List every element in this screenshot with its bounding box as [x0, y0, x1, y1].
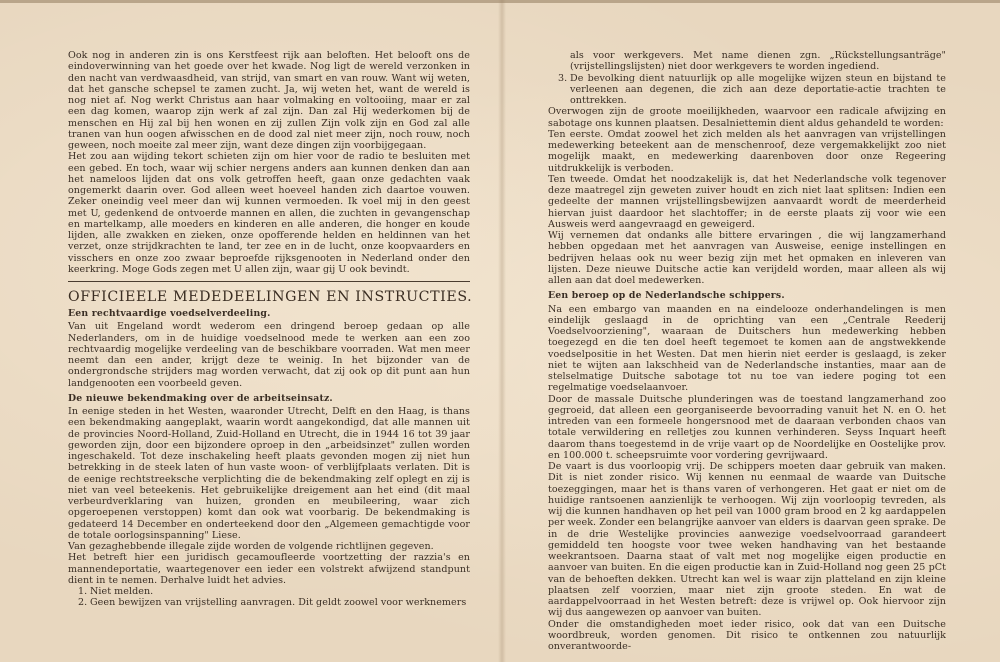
- body-paragraph: Door de massale Duitsche plunderingen was de toestand langzamerhand zoo gegroeid, dat alleen een georganiseerde bevoorrading vanuit het N. en O. het intreden van een formeele hongersnood met de daaraan verbonden chaos van totale verwildering en relletjes zou kunnen verhinderen. Seyss Inquart heeft daarom thans toegestemd in de vrije vaart op de Noordelijke en Oostelijke prov. en 100.000 t. scheepsruimte voor vordering gevrijwaard.: [548, 393, 946, 461]
- list-continuation: als voor werkgevers. Met name dienen zgn. „Rückstellungsanträge" (vrijstellingslijsten) niet door werkgevers te worden ingediend.: [570, 50, 946, 73]
- body-paragraph: Onder die omstandigheden moet ieder risico, ook dat van een Duitsche woordbreuk, worden genomen. Dit risico te ontkennen zou natuurlijk onverantwoorde-: [548, 618, 946, 652]
- section-divider: [68, 281, 470, 282]
- list-number: 1.: [78, 586, 88, 597]
- list-item: [548, 73, 946, 107]
- body-paragraph: Na een embargo van maanden en na eindelooze onderhandelingen is men eindelijk geslaagd in de oprichting van een „Centrale Reederij Voedselvoorziening", waaraan de Duitschers hun medewerking hebben toegezegd en die ten doel heeft tegemoet te komen aan de angstwekkende voedselpositie in het Westen. Dat men hierin niet eerder is geslaagd, is zeker niet te wijten aan lakschheid van de Nederlandsche instanties, maar aan de stelselmatige Duitsche sabotage tot nu toe van iedere poging tot een regelmatige voedselaanvoer.: [548, 303, 946, 394]
- body-paragraph: Ten eerste. Omdat zoowel het zich melden als het aanvragen van vrijstellingen medewerking beteekent aan de menschenroof, deze vergemakkelijkt zoo niet mogelijk maakt, en medewerking daarenboven door onze Regeering uitdrukkelijk is verboden.: [548, 128, 946, 174]
- intro-paragraph: Ook nog in anderen zin is ons Kerstfeest rijk aan beloften. Het belooft ons de eindoverwinning van het goede over het kwade. Nog ligt de wereld verzonken in den nacht van verdwaasdheid, van strijd, van smart en van rouw. Want wij weten, dat het gansche schepsel te zamen zucht. Ja, wij weten het, want de wereld is nog niet af. Nog werkt Christus aan haar volmaking en voltooiing, maar er zal een dag komen, waarop zijn werk af zal zijn. Dan zal Hij wederkomen bij de menschen en Hij zal bij hen wonen en zij zullen Zijn volk zijn en God zal alle tranen van hun oogen afwisschen en de dood zal niet meer zijn, noch rouw, noch geween, noch moeite zal meer zijn, want deze dingen zijn voorbijgegaan.: [68, 50, 470, 151]
- list-number: 2.: [78, 597, 88, 609]
- main-heading: OFFICIEELE MEDEDEELINGEN EN INSTRUCTIES.: [68, 289, 473, 305]
- advice-list: [68, 586, 470, 609]
- section-heading: Een rechtvaardige voedselverdeeling.: [68, 308, 271, 319]
- body-paragraph: In eenige steden in het Westen, waaronder Utrecht, Delft en den Haag, is thans een bekendmaking aangeplakt, waarin wordt aangekondigd, dat alle mannen uit de provincies Noord-Holland, Zuid-Holland en Utrecht, die in 1944 16 tot 39 jaar geworden zijn, door een bijzondere oproep in den „arbeidsinzet" zullen worden ingeschakeld. Tot deze inschakeling heeft plaats gevonden mogen zij niet hun betrekking in de steek laten of hun vaste woon- of verblijfplaats verlaten. Dit is de eenige rechtstreeksche verplichting die de bekendmaking zelf oplegt en zij is niet van veel beteekenis. Het gebruikelijke dreigement aan het eind (dit maal verbeurdverklaring van huizen, gronden en meubileering, waar zich opgeroepenen verstoppen) komt dan ook wat voorbarig. De bekendmaking is gedateerd 14 December en onderteekend door den „Algemeen gemachtigde voor de totale oorlogsinspanning" Liese.: [68, 406, 470, 541]
- body-paragraph: Wij vernemen dat ondanks alle bittere ervaringen , die wij langzamerhand hebben opgedaan met het aanvragen van Ausweise, eenige instellingen en bedrijven helaas ook nu weer bezig zijn met het opmaken en inleveren van lijsten. Deze nieuwe Duitsche actie kan verijdeld worden, maar alleen als wij allen aan dat doel medewerken.: [548, 230, 946, 286]
- right-page: [500, 0, 1000, 662]
- body-paragraph: Overwogen zijn de groote moeilijkheden, waarvoor een radicale afwijzing en sabotage ons kunnen plaatsen. Desalniettemin dient aldus gehandeld te worden:: [548, 106, 946, 129]
- list-item: [68, 597, 470, 608]
- right-column: [548, 50, 946, 652]
- advice-list-continued: [548, 73, 946, 107]
- section-heading: De nieuwe bekendmaking over de arbeitseinsatz.: [68, 392, 333, 404]
- section-heading: Een beroep op de Nederlandsche schippers.: [548, 290, 785, 302]
- list-number: 3.: [558, 72, 568, 84]
- intro-paragraph: Het zou aan wijding tekort schieten zijn om hier voor de radio te besluiten met een gebed. En toch, waar wij schier nergens anders aan kunnen denken dan aan het nameloos lijden dat ons volk getroffen heeft, gaan onze gedachten vaak ongemerkt daarin over. God alleen weet hoeveel handen zich daartoe vouwen. Zeker oneindig veel meer dan wij kunnen vermoeden. Ik voel mij in den geest met U, gedenkend de ontvoerde mannen en allen, die zuchten in gevangenschap en martelkamp, alle moeders en kinderen en alle anderen, die honger en koude lijden, alle zwakken en zieken, onze opofferende helden en heldinnen van het verzet, onze strijdkrachten te land, ter zee en in de lucht, onze koopvaarders en visschers en onze zoo zwaar beproefde rijksgenooten in Nederland onder den keerkring. Moge Gods zegen met U allen zijn, waar gij U ook bevindt.: [68, 151, 470, 275]
- body-paragraph: Van gezaghebbende illegale zijde worden de volgende richtlijnen gegeven.: [68, 541, 434, 552]
- body-paragraph: Van uit Engeland wordt wederom een dringend beroep gedaan op alle Nederlanders, om in de huidige voedselnood mede te werken aan een zoo rechtvaardig mogelijke verdeeling van de beschikbare voorraden. Wat men meer neemt dan een ander, krijgt deze te weinig. In het bijzonder van de ondergrondsche strijders mag worden verwacht, dat zij ook op dit punt aan hun landgenooten een voorbeeld geven.: [68, 321, 470, 389]
- body-paragraph: De vaart is dus voorloopig vrij. De schippers moeten daar gebruik van maken. Dit is niet zonder risico. Wij kennen nu eenmaal de waarde van Duitsche toezeggingen, maar het is thans varen of verhongeren. Het gaat er niet om de huidige rantsoenen aanzienlijk te verhoogen. Wij zijn voorloopig tevreden, als wij die kunnen handhaven op het peil van 1000 gram brood en 2 kg aardappelen per week. Zonder een belangrijke aanvoer van elders is daarvan geen sprake. De in de drie Westelijke provincies aanwezige voedselvoorraad garandeert gemiddeld ten hoogste voor twee weken handhaving van het bestaande weekrantsoen. Daarna staat of valt met nog mogelijke eigen productie en aanvoer van buiten. En die eigen productie kan in Zuid-Holland nog geen 25 pCt van de behoeften dekken. Utrecht kan wel is waar zijn platteland en zijn kleine plaatsen zelf voorzien, maar niet zijn groote steden. En wat de aardappelvoorraad in het Westen betreft: deze is vrijwel op. Ook hiervoor zijn wij dus aangewezen op aanvoer van buiten.: [548, 461, 946, 619]
- left-column: [68, 50, 473, 609]
- list-text: Niet melden.: [90, 586, 154, 597]
- list-item: [68, 586, 470, 597]
- list-text: De bevolking dient natuurlijk op alle mogelijke wijzen steun en bijstand te verleenen aan degenen, die zich aan deze deportatie-actie trachten te onttrekken.: [570, 72, 946, 106]
- list-text: Geen bewijzen van vrijstelling aanvragen. Dit geldt zoowel voor werknemers: [90, 597, 467, 609]
- body-paragraph: Het betreft hier een juridisch gecamoufleerde voortzetting der razzia's en mannendeportatie, waartegenover een ieder een volstrekt afwijzend standpunt dient in te nemen. Derhalve luidt het advies.: [68, 552, 470, 586]
- body-paragraph: Ten tweede. Omdat het noodzakelijk is, dat het Nederlandsche volk tegenover deze maatregel zijn geweten zuiver houdt en zich niet laat splitsen: Indien een gedeelte der mannen vrijstellingsbewijzen aanvaardt wordt de meerderheid hiervan juist daardoor het slachtoffer; in de eerste plaats zij voor wie een Ausweis werd aangevraagd en geweigerd.: [548, 173, 946, 230]
